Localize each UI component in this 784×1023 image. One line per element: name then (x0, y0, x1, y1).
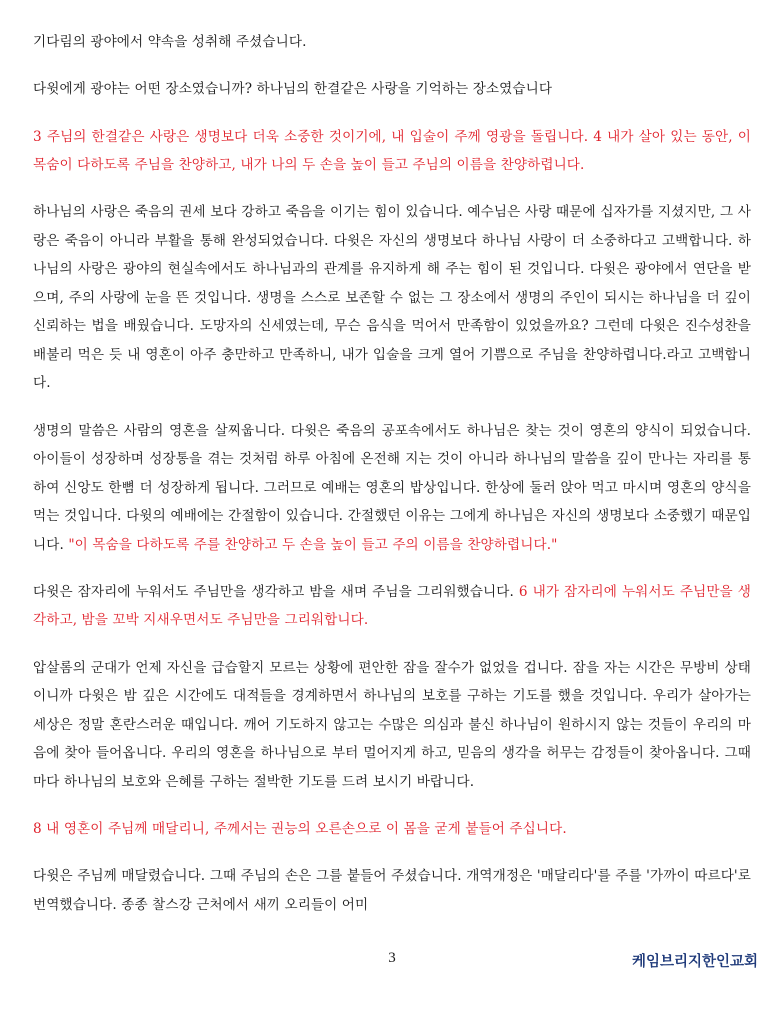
scripture-quote (33, 815, 751, 844)
scripture-text: 3 주님의 한결같은 사랑은 생명보다 더욱 소중한 것이기에, 내 입술이 주께 영광을 돌립니다. 4 내가 살아 있는 동안, 이 목숨이 다하도록 주님을 찬양하고, 내가 나의 두 손을 높이 들고 주님의 이름을 찬양하렵니다. (33, 128, 751, 174)
paragraph (33, 578, 751, 635)
scripture-quote (33, 123, 751, 180)
page-number: 3 (388, 950, 396, 966)
paragraph-text: 기다림의 광야에서 약속을 성취해 주셨습니다. (33, 34, 307, 50)
paragraph (33, 28, 751, 57)
paragraph (33, 862, 751, 919)
paragraph (33, 75, 751, 104)
paragraph-text: 압살롬의 군대가 언제 자신을 급습할지 모르는 상황에 편안한 잠을 잘수가 없었을 겁니다. 잠을 자는 시간은 무방비 상태이니까 다윗은 밤 깊은 시간에도 대적들을 경계하면서 하나님의 보호를 구하는 기도를 했을 것입니다. 우리가 살아가는 세상은 정말 혼란스러운 때입니다. 깨어 기도하지 않고는 수많은 의심과 불신 하나님이 원하시지 않는 것들이 우리의 마음에 찾아 들어옵니다. 우리의 영혼을 하나님으로 부터 멀어지게 하고, 믿음의 생각을 허무는 감정들이 찾아옵니다. 그때마다 하나님의 보호와 은혜를 구하는 절박한 기도를 드려 보시기 바랍니다. (33, 659, 751, 790)
church-name: 케임브리지한인교회 (631, 954, 758, 970)
document-body (33, 28, 751, 938)
paragraph (33, 198, 751, 398)
paragraph-text: 다윗에게 광야는 어떤 장소였습니까? 하나님의 한결같은 사랑을 기억하는 장소였습니다 (33, 81, 553, 98)
paragraph (33, 417, 751, 560)
scripture-text: 6 내가 잠자리에 누워서도 주님만을 생각하고, 밤을 꼬박 지새우면서도 주님만을 그리워합니다. (33, 583, 751, 629)
paragraph-text: 생명의 말씀은 사람의 영혼을 살찌웁니다. 다윗은 죽음의 공포속에서도 하나님은 찾는 것이 영혼의 양식이 되었습니다. 아이들이 성장하며 성장통을 겪는 것처럼 하루 아침에 온전해 지는 것이 아니라 하나님의 말씀을 깊이 만나는 자리를 통하여 신앙도 한뼘 더 성장하게 됩니다. 그러므로 예배는 영혼의 밥상입니다. 한상에 둘러 앉아 먹고 마시며 영혼의 양식을 먹는 것입니다. 다윗의 예배에는 간절함이 있습니다. 간절했던 이유는 그에게 하나님은 자신의 생명보다 소중했기 때문입니다. (33, 422, 751, 553)
scripture-text: "이 목숨을 다하도록 주를 찬양하고 두 손을 높이 들고 주의 이름을 찬양하렵니다." (68, 536, 558, 553)
scripture-text: 8 내 영혼이 주님께 매달리니, 주께서는 권능의 오른손으로 이 몸을 굳게 붙들어 주십니다. (33, 821, 567, 838)
paragraph-text: 다윗은 잠자리에 누워서도 주님만을 생각하고 밤을 새며 주님을 그리워했습니다. (33, 583, 519, 600)
paragraph-text: 다윗은 주님께 매달렸습니다. 그때 주님의 손은 그를 붙들어 주셨습니다. 개역개정은 '매달리다'를 주를 '가까이 따르다'로 번역했습니다. 종종 찰스강 근처에서 새끼 오리들이 어미 (33, 868, 751, 913)
paragraph (33, 654, 751, 797)
paragraph-text: 하나님의 사랑은 죽음의 권세 보다 강하고 죽음을 이기는 힘이 있습니다. 예수님은 사랑 때문에 십자가를 지셨지만, 그 사랑은 죽음이 아니라 부활을 통해 완성되었습니다. 다윗은 자신의 생명보다 하나님 사랑이 더 소중하다고 고백합니다. 하나님의 사랑은 광야의 현실속에서도 하나님과의 관계를 유지하게 해 주는 힘이 된 것입니다. 다윗은 광야에서 연단을 받으며, 주의 사랑에 눈을 뜬 것입니다. 생명을 스스로 보존할 수 없는 그 장소에서 생명의 주인이 되시는 하나님을 더 깊이 신뢰하는 법을 배웠습니다. 도망자의 신세였는데, 무슨 음식을 먹어서 만족함이 있었을까요? 그런데 다윗은 진수성찬을 배불리 먹은 듯 내 영혼이 아주 충만하고 만족하니, 내가 입술을 크게 열어 기쁨으로 주님을 찬양하렵니다.라고 고백합니다. (33, 204, 751, 392)
